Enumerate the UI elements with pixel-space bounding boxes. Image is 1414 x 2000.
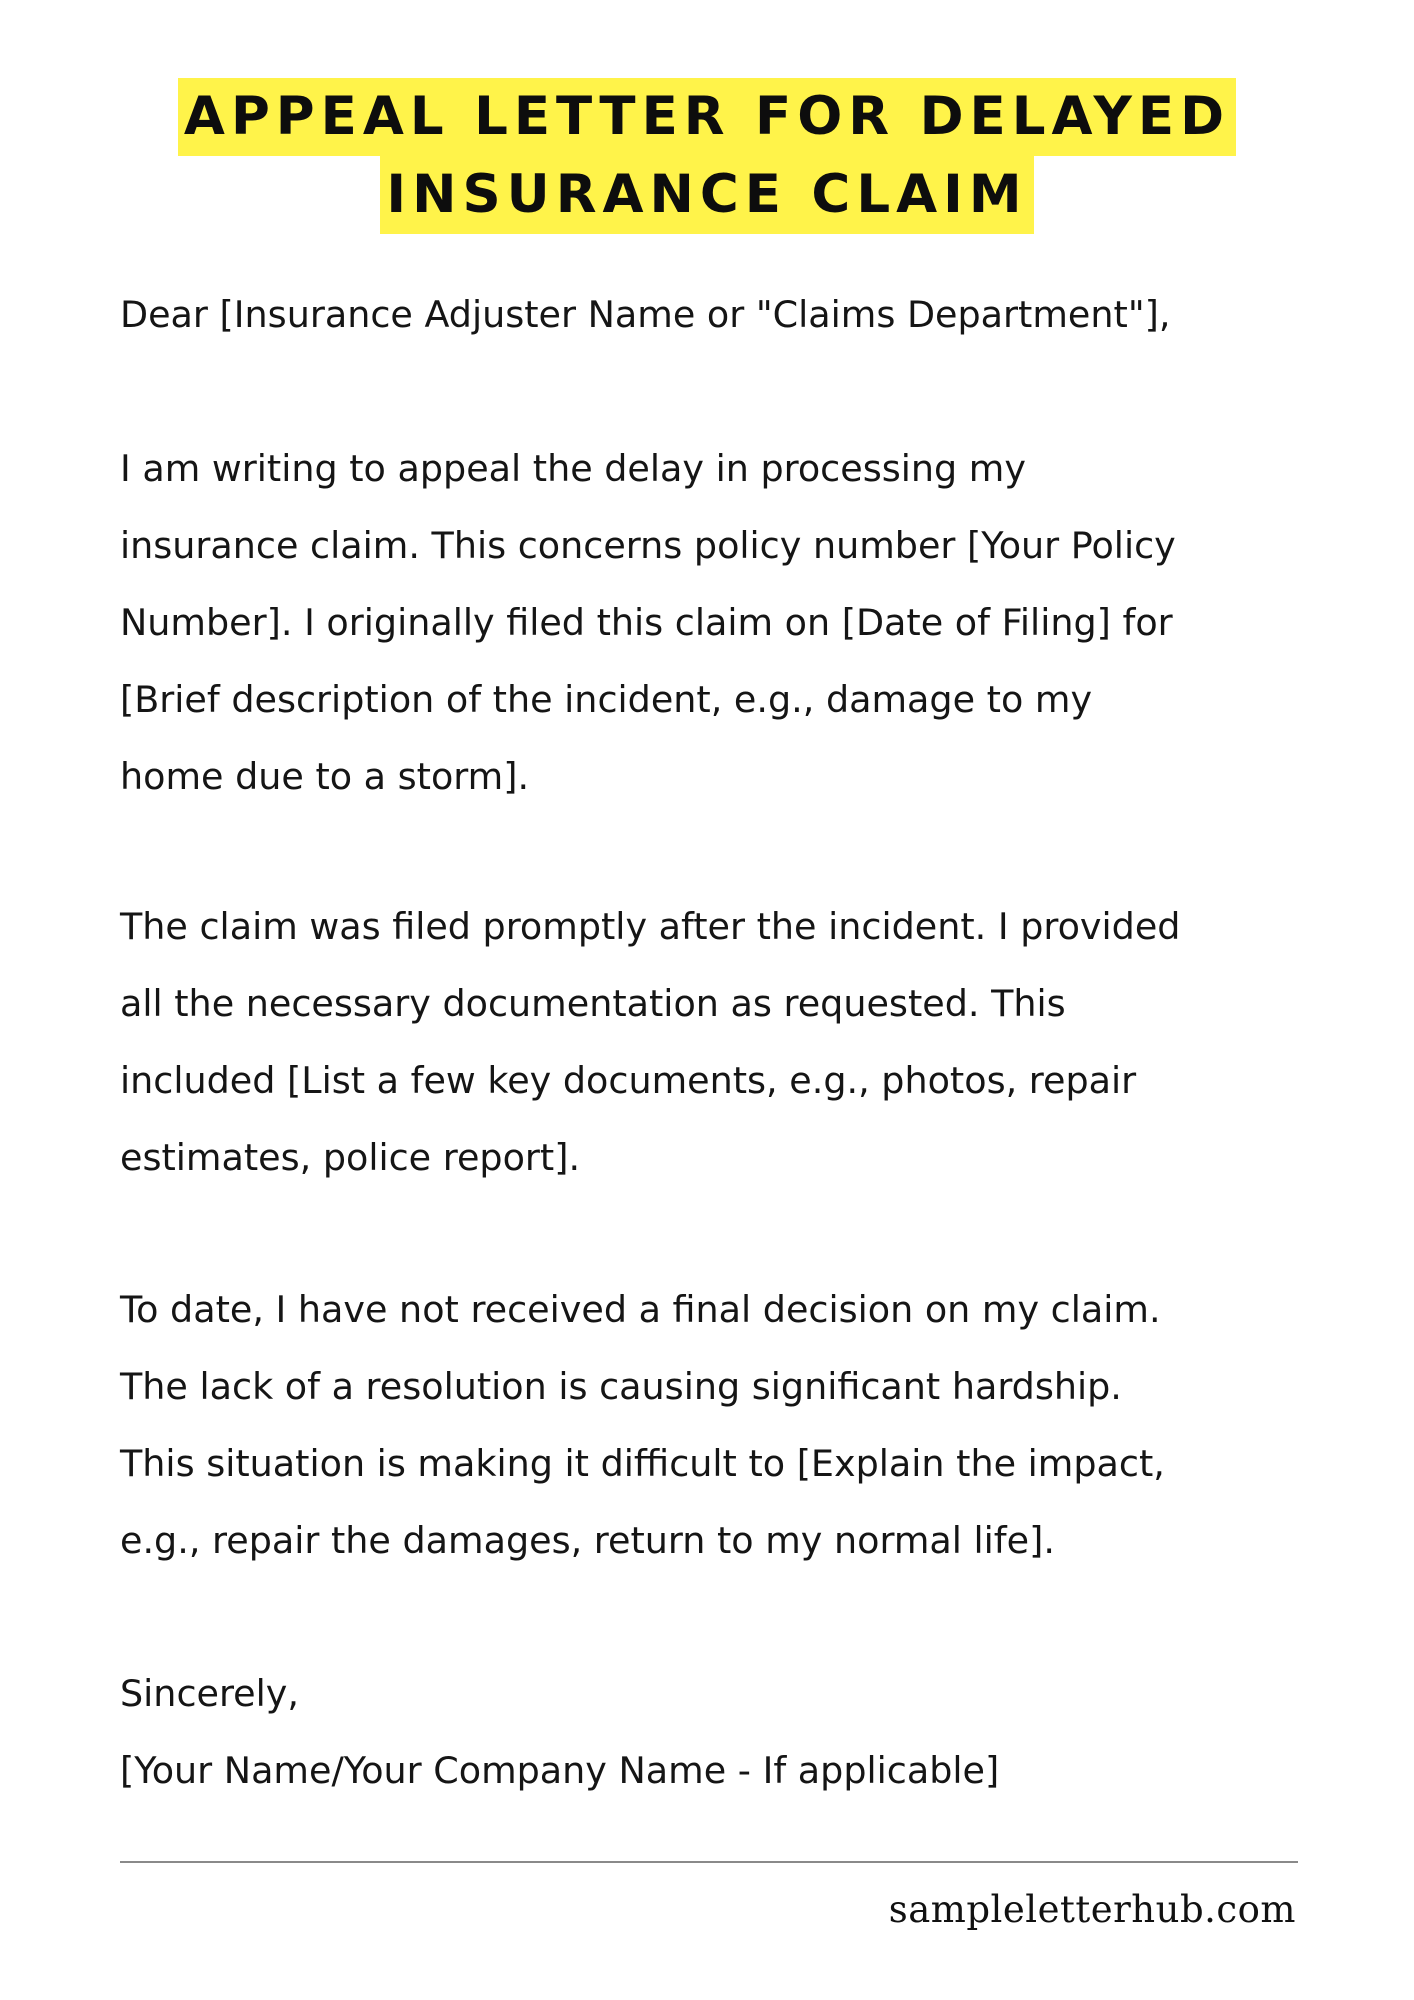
paragraph-3: To date, I have not received a final decision on my claim. The lack of a resolution is causing significant hardship. This situation is making it difficult to [Explain the impact, e.g., repair the damages, return to my normal life].: [120, 1288, 1165, 1562]
paragraph-1: I am writing to appeal the delay in processing my insurance claim. This concerns policy number [Your Policy Number]. I originally filed this claim on [Date of Filing] for [Brief description of the incident, e.g., damage to my home due to a storm].: [120, 447, 1176, 798]
footer-divider: [120, 1861, 1298, 1863]
paragraph-2: The claim was filed promptly after the incident. I provided all the necessary documentation as requested. This included [List a few key documents, e.g., photos, repair estimates, police report].: [120, 905, 1181, 1179]
title-line-2: INSURANCE CLAIM: [380, 156, 1033, 234]
title-line-1: APPEAL LETTER FOR DELAYED: [178, 78, 1236, 156]
salutation: Dear [Insurance Adjuster Name or "Claims Department"],: [120, 293, 1171, 336]
footer-site-name: sampleletterhub.com: [888, 1888, 1296, 1931]
signature: [Your Name/Your Company Name - If applicable]: [120, 1749, 1000, 1792]
page-title: [0, 78, 1414, 234]
closing: Sincerely,: [120, 1672, 299, 1715]
